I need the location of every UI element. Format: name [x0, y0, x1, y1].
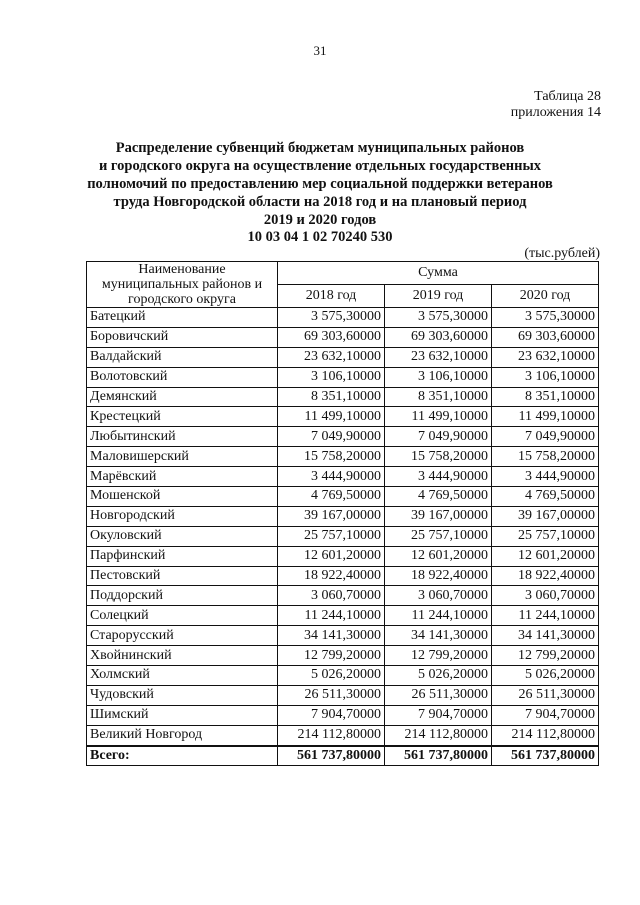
amount-cell-2019: 12 799,20000 — [385, 646, 492, 666]
amount-cell-2019: 18 922,40000 — [385, 566, 492, 586]
amount-cell-2020: 3 575,30000 — [492, 308, 599, 328]
table-row — [87, 566, 599, 586]
district-name-cell: Великий Новгород — [87, 725, 278, 745]
amount-cell-2020: 25 757,10000 — [492, 526, 599, 546]
table-row — [87, 546, 599, 566]
amount-cell-2020: 34 141,30000 — [492, 626, 599, 646]
amount-cell-2020: 11 244,10000 — [492, 606, 599, 626]
district-name-cell: Окуловский — [87, 526, 278, 546]
amount-cell-2019: 26 511,30000 — [385, 685, 492, 705]
amount-cell-2018: 12 799,20000 — [278, 646, 385, 666]
amount-cell-2020: 12 601,20000 — [492, 546, 599, 566]
district-name-cell: Холмский — [87, 666, 278, 686]
district-name-cell: Мошенской — [87, 487, 278, 507]
amount-cell-2019: 11 244,10000 — [385, 606, 492, 626]
district-name-cell: Крестецкий — [87, 407, 278, 427]
amount-cell-2020: 23 632,10000 — [492, 347, 599, 367]
table-row — [87, 487, 599, 507]
amount-cell-2019: 3 060,70000 — [385, 586, 492, 606]
amount-cell-2018: 3 575,30000 — [278, 308, 385, 328]
header-name-line3: городского округа — [128, 292, 236, 307]
amount-cell-2019: 4 769,50000 — [385, 487, 492, 507]
amount-cell-2019: 8 351,10000 — [385, 387, 492, 407]
amount-cell-2019: 3 444,90000 — [385, 467, 492, 487]
table-row — [87, 526, 599, 546]
title-line4: труда Новгородской области на 2018 год и на плановый период — [113, 194, 527, 210]
district-name-cell: Валдайский — [87, 347, 278, 367]
district-name-cell: Хвойнинский — [87, 646, 278, 666]
amount-cell-2018: 214 112,80000 — [278, 725, 385, 745]
table-row — [87, 586, 599, 606]
table-caption — [511, 89, 601, 121]
district-name-cell: Волотовский — [87, 367, 278, 387]
table-row — [87, 308, 599, 328]
amount-cell-2020: 7 049,90000 — [492, 427, 599, 447]
amount-cell-2018: 39 167,00000 — [278, 506, 385, 526]
amount-cell-2020: 26 511,30000 — [492, 685, 599, 705]
district-name-cell: Демянский — [87, 387, 278, 407]
district-name-cell: Парфинский — [87, 546, 278, 566]
district-name-cell: Старорусский — [87, 626, 278, 646]
amount-cell-2019: 25 757,10000 — [385, 526, 492, 546]
amount-cell-2019: 7 904,70000 — [385, 705, 492, 725]
amount-cell-2019: 214 112,80000 — [385, 725, 492, 745]
amount-cell-2018: 5 026,20000 — [278, 666, 385, 686]
district-name-cell: Любытинский — [87, 427, 278, 447]
table-row — [87, 347, 599, 367]
table-row — [87, 705, 599, 725]
district-name-cell: Поддорский — [87, 586, 278, 606]
table-row — [87, 427, 599, 447]
table-row — [87, 327, 599, 347]
district-name-cell: Пестовский — [87, 566, 278, 586]
amount-cell-2018: 69 303,60000 — [278, 327, 385, 347]
amount-cell-2018: 3 444,90000 — [278, 467, 385, 487]
title-line1: Распределение субвенций бюджетам муниципальных районов — [115, 140, 525, 156]
amount-cell-2019: 11 499,10000 — [385, 407, 492, 427]
amount-cell-2018: 7 049,90000 — [278, 427, 385, 447]
header-name-line1: Наименование — [138, 262, 226, 277]
amount-cell-2020: 39 167,00000 — [492, 506, 599, 526]
table-row — [87, 646, 599, 666]
amount-cell-2020: 15 758,20000 — [492, 447, 599, 467]
table-header-row — [87, 262, 599, 285]
total-label-cell: Всего: — [87, 746, 278, 766]
table-caption-line2: приложения 14 — [510, 105, 601, 120]
amount-cell-2018: 12 601,20000 — [278, 546, 385, 566]
table-row — [87, 685, 599, 705]
title-line5: 2019 и 2020 годов — [263, 212, 377, 228]
amount-cell-2018: 18 922,40000 — [278, 566, 385, 586]
district-name-cell: Марёвский — [87, 467, 278, 487]
table-row — [87, 666, 599, 686]
amount-cell-2020: 5 026,20000 — [492, 666, 599, 686]
amount-cell-2019: 69 303,60000 — [385, 327, 492, 347]
amount-cell-2019: 23 632,10000 — [385, 347, 492, 367]
subsidies-table — [86, 261, 599, 766]
budget-code: 10 03 04 1 02 70240 530 — [247, 229, 393, 245]
amount-cell-2020: 3 060,70000 — [492, 586, 599, 606]
amount-cell-2018: 11 244,10000 — [278, 606, 385, 626]
district-name-cell: Маловишерский — [87, 447, 278, 467]
district-name-cell: Батецкий — [87, 308, 278, 328]
amount-cell-2020: 11 499,10000 — [492, 407, 599, 427]
amount-cell-2018: 3 106,10000 — [278, 367, 385, 387]
amount-cell-2019: 15 758,20000 — [385, 447, 492, 467]
page-number: 31 — [313, 43, 327, 58]
district-name-cell: Солецкий — [87, 606, 278, 626]
amount-cell-2018: 11 499,10000 — [278, 407, 385, 427]
table-body — [87, 308, 599, 766]
title-line2: и городского округа на осуществление отдельных государственных — [98, 158, 542, 174]
table-row — [87, 387, 599, 407]
amount-cell-2018: 26 511,30000 — [278, 685, 385, 705]
amount-cell-2020: 69 303,60000 — [492, 327, 599, 347]
table-row — [87, 367, 599, 387]
table-row — [87, 725, 599, 745]
amount-cell-2018: 34 141,30000 — [278, 626, 385, 646]
amount-cell-2018: 8 351,10000 — [278, 387, 385, 407]
amount-cell-2020: 3 106,10000 — [492, 367, 599, 387]
district-name-cell: Боровичский — [87, 327, 278, 347]
table-caption-line1: Таблица 28 — [534, 89, 601, 104]
table-row — [87, 447, 599, 467]
document-title — [60, 139, 580, 229]
header-year-2018: 2018 год — [278, 285, 385, 308]
amount-cell-2019: 34 141,30000 — [385, 626, 492, 646]
total-amount-cell-2018: 561 737,80000 — [278, 746, 385, 766]
amount-cell-2019: 5 026,20000 — [385, 666, 492, 686]
amount-cell-2020: 18 922,40000 — [492, 566, 599, 586]
district-name-cell: Шимский — [87, 705, 278, 725]
header-sum: Сумма — [278, 262, 599, 285]
header-name — [87, 262, 278, 308]
header-name-line2: муниципальных районов и — [101, 277, 263, 292]
amount-cell-2019: 3 106,10000 — [385, 367, 492, 387]
amount-cell-2020: 7 904,70000 — [492, 705, 599, 725]
district-name-cell: Новгородский — [87, 506, 278, 526]
amount-cell-2020: 12 799,20000 — [492, 646, 599, 666]
total-amount-cell-2020: 561 737,80000 — [492, 746, 599, 766]
amount-cell-2020: 3 444,90000 — [492, 467, 599, 487]
table-row — [87, 407, 599, 427]
amount-cell-2019: 39 167,00000 — [385, 506, 492, 526]
table-row — [87, 626, 599, 646]
amount-cell-2019: 12 601,20000 — [385, 546, 492, 566]
amount-cell-2020: 8 351,10000 — [492, 387, 599, 407]
amount-cell-2019: 7 049,90000 — [385, 427, 492, 447]
units-label: (тыс.рублей) — [524, 246, 600, 261]
amount-cell-2018: 3 060,70000 — [278, 586, 385, 606]
amount-cell-2019: 3 575,30000 — [385, 308, 492, 328]
header-year-2020: 2020 год — [492, 285, 599, 308]
amount-cell-2018: 23 632,10000 — [278, 347, 385, 367]
amount-cell-2018: 25 757,10000 — [278, 526, 385, 546]
table-row — [87, 606, 599, 626]
title-line3: полномочий по предоставлению мер социальной поддержки ветеранов — [87, 176, 553, 192]
district-name-cell: Чудовский — [87, 685, 278, 705]
amount-cell-2020: 4 769,50000 — [492, 487, 599, 507]
header-year-2019: 2019 год — [385, 285, 492, 308]
amount-cell-2018: 15 758,20000 — [278, 447, 385, 467]
table-row — [87, 467, 599, 487]
table-row — [87, 506, 599, 526]
table-total-row — [87, 746, 599, 766]
amount-cell-2018: 7 904,70000 — [278, 705, 385, 725]
total-amount-cell-2019: 561 737,80000 — [385, 746, 492, 766]
amount-cell-2018: 4 769,50000 — [278, 487, 385, 507]
amount-cell-2020: 214 112,80000 — [492, 725, 599, 745]
